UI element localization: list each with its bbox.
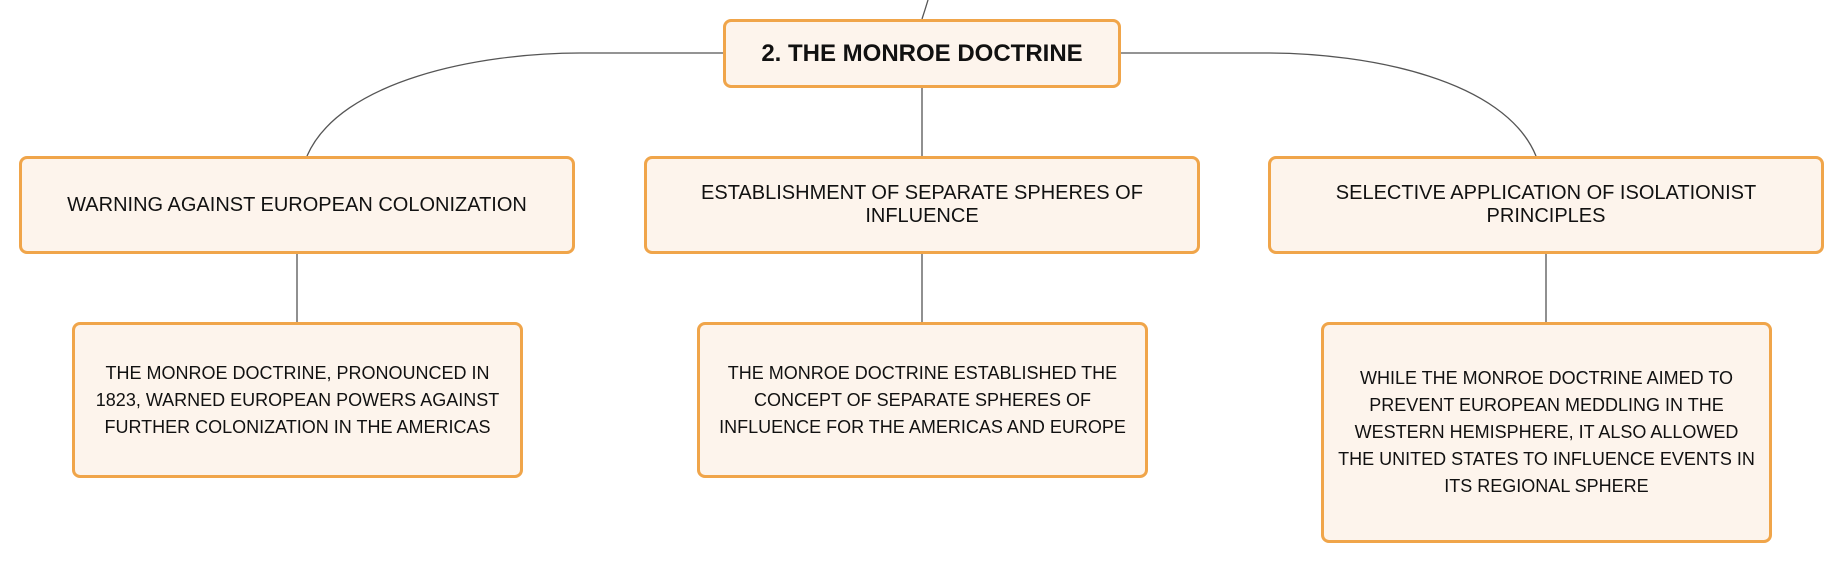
branch-label: ESTABLISHMENT OF SEPARATE SPHERES OF INFLUENCE bbox=[701, 182, 1143, 227]
parent-connector bbox=[922, 0, 928, 19]
root-topic-label: 2. THE MONROE DOCTRINE bbox=[761, 39, 1083, 67]
branch-label: SELECTIVE APPLICATION OF ISOLATIONIST PRINCIPLES bbox=[1335, 182, 1757, 227]
detail-node-european-colonization[interactable] bbox=[72, 322, 523, 478]
connector-root-to-branch-1 bbox=[307, 53, 723, 156]
connector-root-to-branch-3 bbox=[1121, 53, 1536, 156]
detail-node-isolationist-principles[interactable] bbox=[1321, 322, 1772, 543]
branch-node-spheres-of-influence[interactable] bbox=[644, 156, 1200, 254]
branch-node-european-colonization[interactable] bbox=[19, 156, 575, 254]
branch-label: WARNING AGAINST EUROPEAN COLONIZATION bbox=[67, 193, 527, 216]
detail-text: WHILE THE MONROE DOCTRINE AIMED TO PREVENT EUROPEAN MEDDLING IN THE WESTERN HEMISPHERE, IT ALSO ALLOWED THE UNITED STATES TO INFLUENCE EVENTS IN ITS REGIONAL SPHERE bbox=[1338, 368, 1755, 496]
branch-node-isolationist-principles[interactable] bbox=[1268, 156, 1824, 254]
detail-text: THE MONROE DOCTRINE ESTABLISHED THE CONCEPT OF SEPARATE SPHERES OF INFLUENCE FOR THE AMERICAS AND EUROPE bbox=[719, 362, 1126, 437]
detail-text: THE MONROE DOCTRINE, PRONOUNCED IN 1823, WARNED EUROPEAN POWERS AGAINST FURTHER COLONIZATION IN THE AMERICAS bbox=[95, 362, 500, 437]
detail-node-spheres-of-influence[interactable] bbox=[697, 322, 1148, 478]
root-topic-node[interactable] bbox=[723, 19, 1121, 88]
